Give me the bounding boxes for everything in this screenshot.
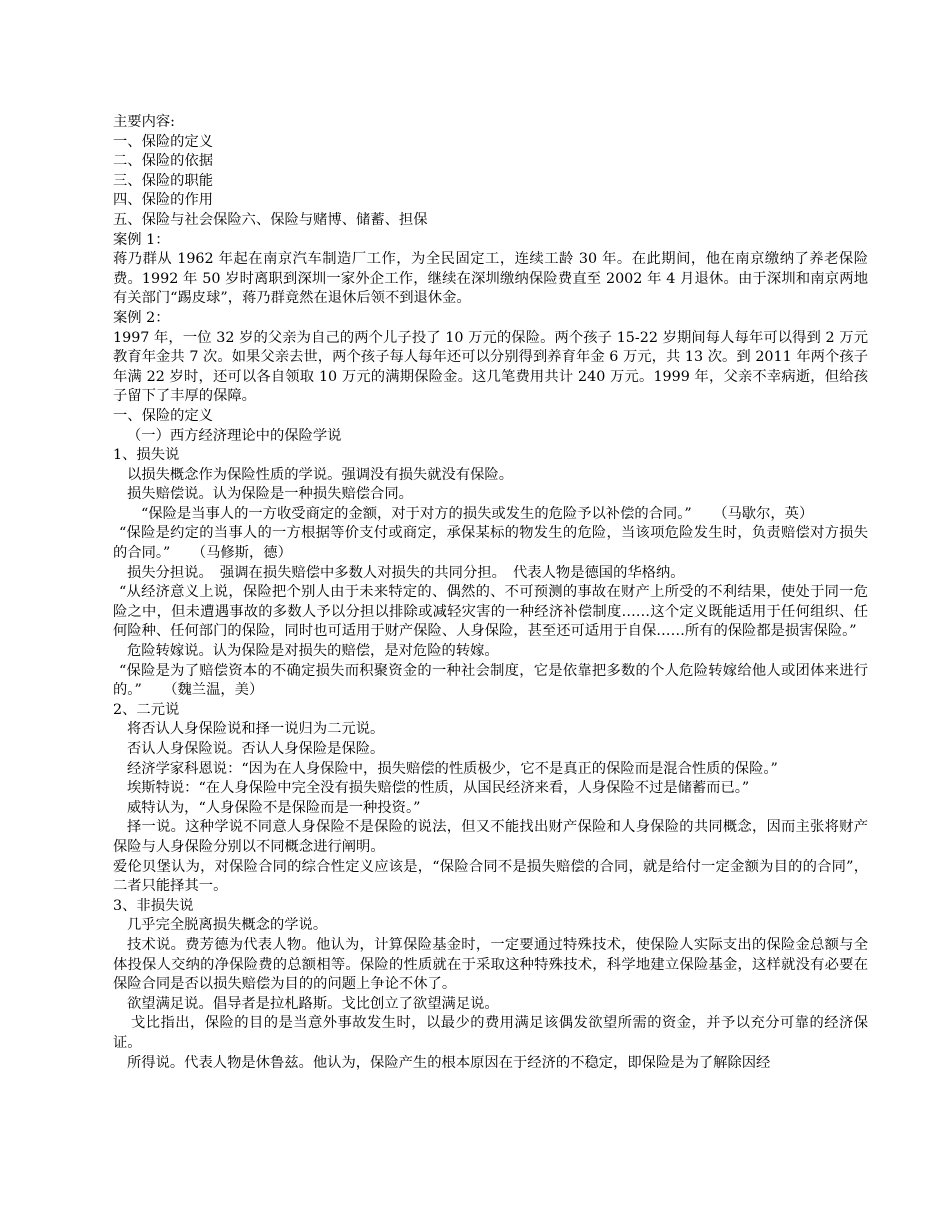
body-paragraph: 欲望满足说。倡导者是拉札路斯。戈比创立了欲望满足说。 — [127, 995, 499, 1012]
quote-paragraph: “保险是当事人的一方收受商定的金额，对于对方的损失或发生的危险予以补偿的合同。” （马歇尔，英） — [141, 505, 814, 522]
body-paragraph: 威特认为，“人身保险不是保险而是一种投资。” — [127, 799, 421, 816]
contents-item: 四、保险的作用 — [113, 192, 214, 209]
contents-item: 二、保险的依据 — [113, 153, 214, 170]
body-paragraph: 所得说。代表人物是休鲁兹。他认为，保险产生的根本原因在于经济的不稳定，即保险是为了解除因经 — [127, 1054, 771, 1071]
case-heading: 案例 1： — [113, 231, 170, 248]
body-paragraph: 危险转嫁说。认为保险是对损失的赔偿，是对危险的转嫁。 — [127, 643, 499, 660]
quote-paragraph: “保险是约定的当事人的一方根据等价支付或商定，承保某标的物发生的危险，当该项危险发生时，负责赔偿对方损失的合同。” （马修斯，德） — [113, 525, 868, 562]
body-paragraph: 将否认人身保险说和择一说归为二元说。 — [127, 721, 385, 738]
body-paragraph: 爱伦贝堡认为，对保险合同的综合性定义应该是，“保险合同不是损失赔偿的合同，就是给付一定金额为目的的合同”，二者只能择其一。 — [113, 858, 868, 895]
contents-heading: 主要内容: — [113, 114, 176, 130]
body-paragraph: 以损失概念作为保险性质的学说。强调没有损失就没有保险。 — [127, 466, 514, 483]
theory-heading: 1、损失说 — [113, 447, 180, 464]
body-paragraph: 经济学家科恩说：“因为在人身保险中，损失赔偿的性质极少，它不是真正的保险而是混合性质的保险。” — [127, 760, 778, 777]
body-paragraph: 损失赔偿说。认为保险是一种损失赔偿合同。 — [127, 486, 413, 503]
contents-item: 一、保险的定义 — [113, 133, 214, 150]
body-paragraph: 几乎完全脱离损失概念的学说。 — [127, 917, 328, 934]
case-paragraph: 蒋乃群从 1962 年起在南京汽车制造厂工作，为全民固定工，连续工龄 30 年。在此期间，他在南京缴纳了养老保险费。1992 年 50 岁时离职到深圳一家外企工作，继续在深圳缴纳保险费直至 2002 年 4 月退休。由于深圳和南京两地有关部门“踢皮球”，蒋乃群竟然在退休后领不到退休金。 — [113, 251, 868, 307]
body-paragraph: 择一说。这种学说不同意人身保险不是保险的说法，但又不能找出财产保险和人身保险的共同概念，因而主张将财产保险与人身保险分别以不同概念进行阐明。 — [113, 819, 868, 855]
contents-item: 三、保险的职能 — [113, 172, 214, 189]
document-page — [113, 113, 868, 1073]
body-paragraph: 戈比指出，保险的目的是当意外事故发生时，以最少的费用满足该偶发欲望所需的资金，并予以充分可靠的经济保证。 — [113, 1015, 868, 1051]
theory-heading: 2、二元说 — [113, 701, 180, 718]
subsection-heading: （一）西方经济理论中的保险学说 — [127, 427, 342, 444]
body-paragraph: 埃斯特说：“在人身保险中完全没有损失赔偿的性质，从国民经济来看，人身保险不过是储蓄而已。” — [127, 780, 750, 797]
case-paragraph: 1997 年，一位 32 岁的父亲为自己的两个儿子投了 10 万元的保险。两个孩子 15-22 岁期间每人每年可以得到 2 万元教育年金共 7 次。如果父亲去世，两个孩子每人每年还可以分别得到养育年金 6 万元，共 13 次。到 2011 年两个孩子年满 22 岁时，还可以各自领取 10 万元的满期保险金。这几笔费用共计 240 万元。1999 年，父亲不幸病逝，但给孩子留下了丰厚的保障。 — [113, 329, 868, 405]
body-paragraph: 否认人身保险说。否认人身保险是保险。 — [127, 741, 385, 757]
body-paragraph: 损失分担说。 强调在损失赔偿中多数人对损失的共同分担。 代表人物是德国的华格纳。 — [127, 564, 685, 581]
quote-paragraph: “从经济意义上说，保险把个别人由于未来特定的、偶然的、不可预测的事故在财产上所受的不利结果，使处于同一危险之中，但未遭遇事故的多数人予以分担以排除或减轻灾害的一种经济补偿制度……这个定义既能适用于任何组织、任何险种、任何部门的保险，同时也可适用于财产保险、人身保险，甚至还可适用于自保……所有的保险都是损害保险。” — [113, 584, 868, 640]
case-heading: 案例 2： — [113, 309, 170, 326]
section-heading: 一、保险的定义 — [113, 407, 214, 424]
body-paragraph: 技术说。费芳德为代表人物。他认为，计算保险基金时，一定要通过特殊技术，使保险人实际支出的保险金总额与全体投保人交纳的净保险费的总额相等。保险的性质就在于采取这种特殊技术，科学地建立保险基金，这样就没有必要在保险合同是否以损失赔偿为目的的问题上争论不休了。 — [113, 936, 868, 993]
quote-paragraph: “保险是为了赔偿资本的不确定损失而积聚资金的一种社会制度，它是依靠把多数的个人危险转嫁给他人或团体来进行的。” （魏兰温，美） — [113, 662, 868, 699]
theory-heading: 3、非损失说 — [113, 897, 194, 914]
contents-item: 五、保险与社会保险六、保险与赌博、储蓄、担保 — [113, 211, 428, 228]
